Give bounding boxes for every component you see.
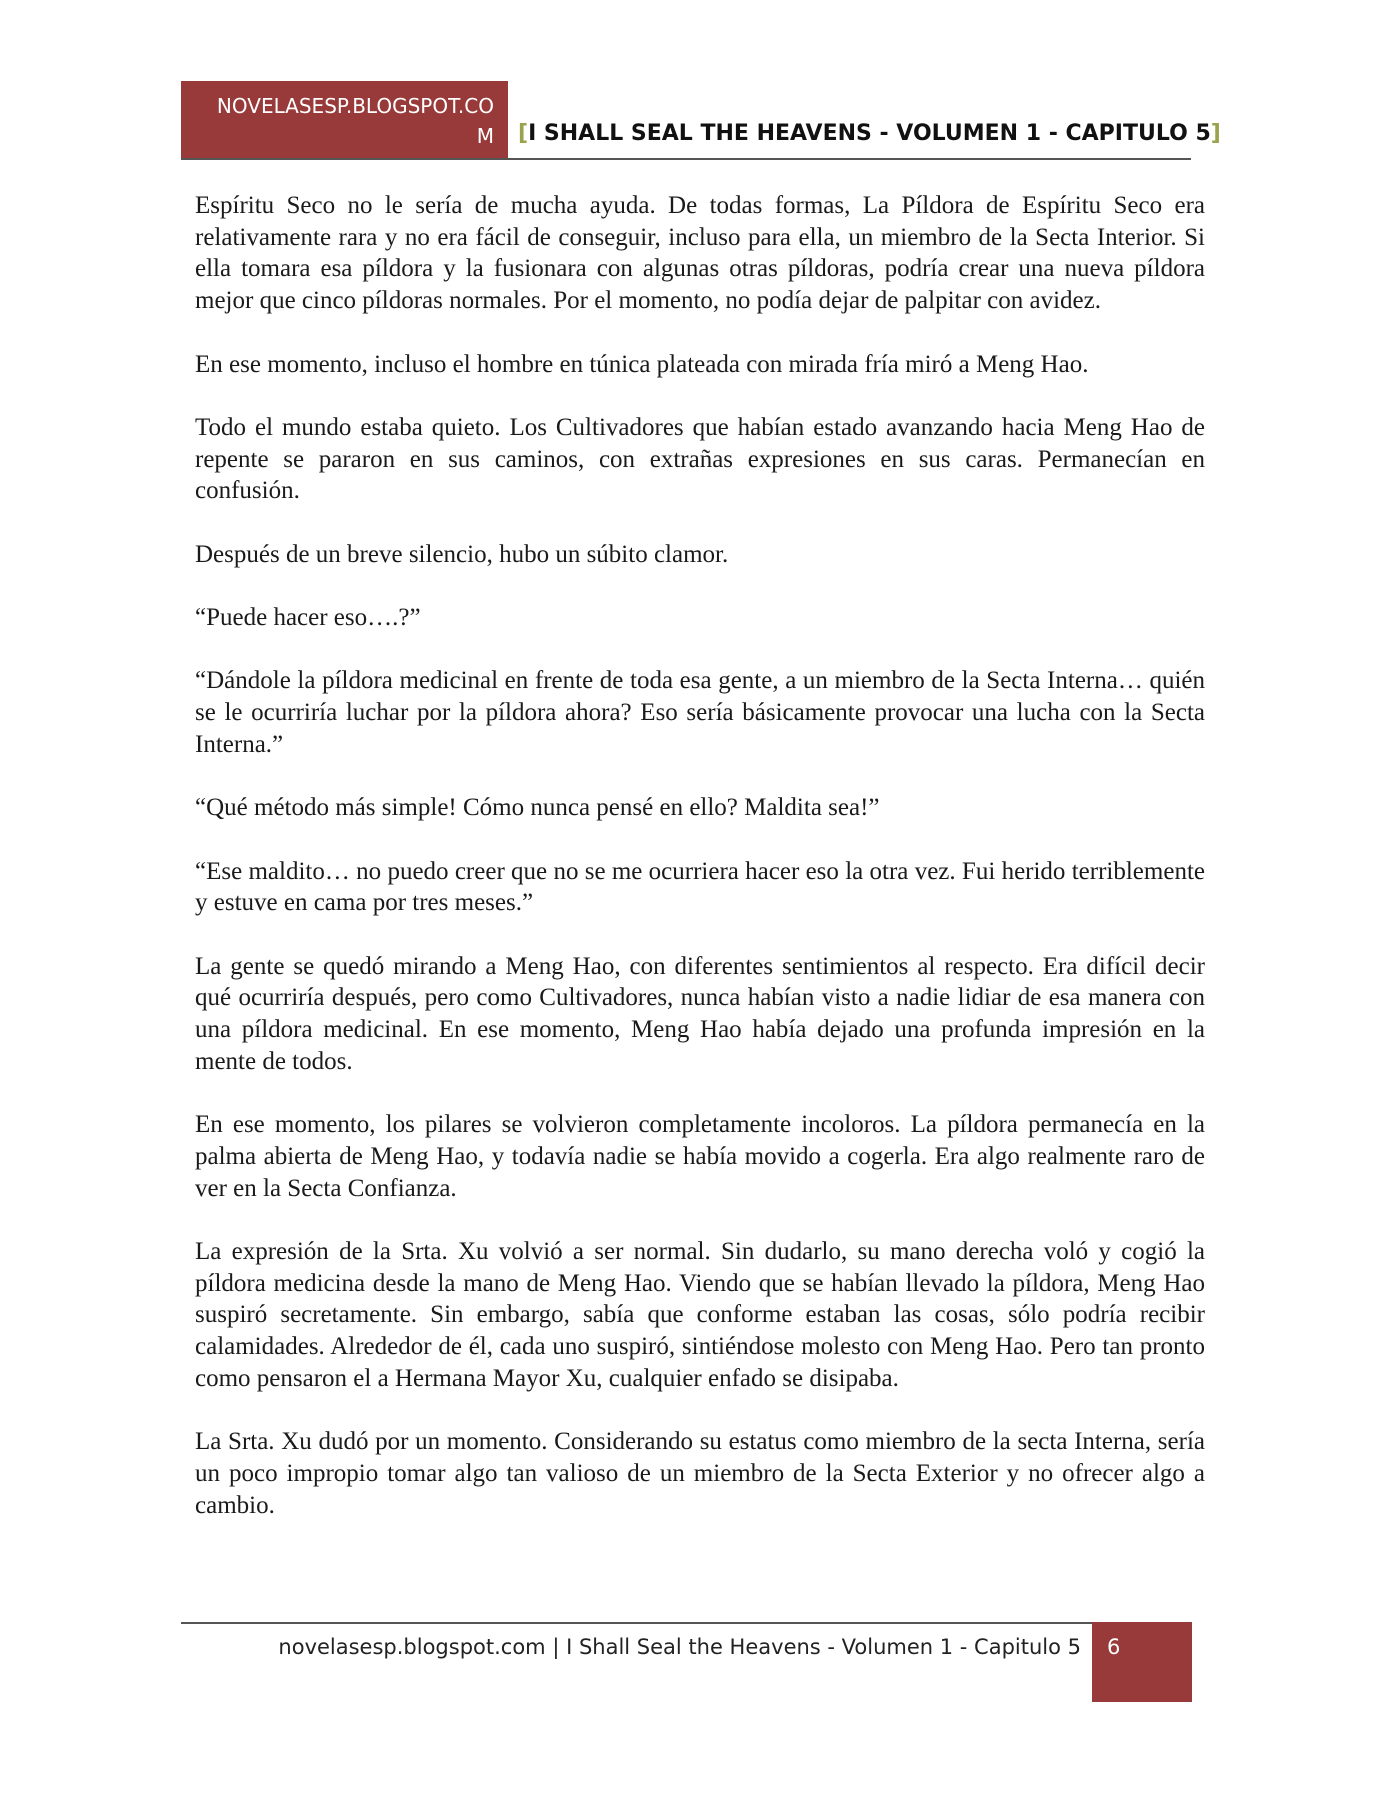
- page-number: 6: [1107, 1635, 1121, 1659]
- paragraph: La Srta. Xu dudó por un momento. Considerando su estatus como miembro de la secta Interna, sería un poco impropio tomar algo tan valioso de un miembro de la Secta Exterior y no ofrecer algo a cambio.: [195, 1428, 1205, 1519]
- body-text: [195, 190, 1205, 1553]
- header-divider: [181, 158, 1191, 160]
- page-number-box: [1092, 1622, 1192, 1702]
- paragraph: La gente se quedó mirando a Meng Hao, con diferentes sentimientos al respecto. Era difícil decir qué ocurriría después, pero como Cultivadores, nunca habían visto a nadie lidiar de esa manera con una píldora medicinal. En ese momento, Meng Hao había dejado una profunda impresión en la mente de todos.: [195, 952, 1205, 1075]
- paragraph: En ese momento, los pilares se volvieron completamente incoloros. La píldora permanecía en la palma abierta de Meng Hao, y todavía nadie se había movido a cogerla. Era algo realmente raro de ver en la Secta Confianza.: [195, 1111, 1205, 1202]
- header-title-text: I SHALL SEAL THE HEAVENS - VOLUMEN 1 - CAPITULO 5: [528, 121, 1211, 146]
- paragraph: En ese momento, incluso el hombre en túnica plateada con mirada fría miró a Meng Hao.: [195, 350, 1089, 378]
- paragraph: “Ese maldito… no puedo creer que no se me ocurriera hacer eso la otra vez. Fui herido terriblemente y estuve en cama por tres meses.”: [195, 857, 1205, 917]
- header-title: [518, 118, 1221, 150]
- paragraph: “Qué método más simple! Cómo nunca pensé en ello? Maldita sea!”: [195, 794, 880, 822]
- paragraph: “Dándole la píldora medicinal en frente de toda esa gente, a un miembro de la Secta Interna… quién se le ocurriría luchar por la píldora ahora? Eso sería básicamente provocar una lucha con la Secta Interna.”: [195, 667, 1205, 758]
- paragraph: “Puede hacer eso….?”: [195, 604, 421, 632]
- paragraph: La expresión de la Srta. Xu volvió a ser normal. Sin dudarlo, su mano derecha voló y cogió la píldora medicina desde la mano de Meng Hao. Viendo que se habían llevado la píldora, Meng Hao suspiró secretamente. Sin embargo, sabía que conforme estaban las cosas, sólo podría recibir calamidades. Alrededor de él, cada uno suspiró, sintiéndose molesto con Meng Hao. Pero tan pronto como pensaron el a Hermana Mayor Xu, cualquier enfado se disipaba.: [195, 1238, 1205, 1392]
- header-bracket-open: [: [518, 121, 529, 146]
- header-site-label: NOVELASESP.BLOGSPOT.COM: [216, 94, 494, 148]
- footer-text: novelasesp.blogspot.com | I Shall Seal the Heavens - Volumen 1 - Capitulo 5: [278, 1635, 1081, 1659]
- paragraph: Todo el mundo estaba quieto. Los Cultivadores que habían estado avanzando hacia Meng Hao de repente se pararon en sus caminos, con extrañas expresiones en sus caras. Permanecían en confusión.: [195, 413, 1205, 505]
- paragraph: Después de un breve silencio, hubo un súbito clamor.: [195, 540, 729, 568]
- header-site-box: [181, 81, 508, 159]
- header-bracket-close: ]: [1210, 121, 1221, 146]
- paragraph: Espíritu Seco no le sería de mucha ayuda. De todas formas, La Píldora de Espíritu Seco era relativamente rara y no era fácil de conseguir, incluso para ella, un miembro de la Secta Interior. Si ella tomara esa píldora y la fusionara con algunas otras píldoras, podría crear una nueva píldora mejor que cinco píldoras normales. Por el momento, no podía dejar de palpitar con avidez.: [195, 192, 1205, 315]
- footer-divider: [181, 1622, 1191, 1624]
